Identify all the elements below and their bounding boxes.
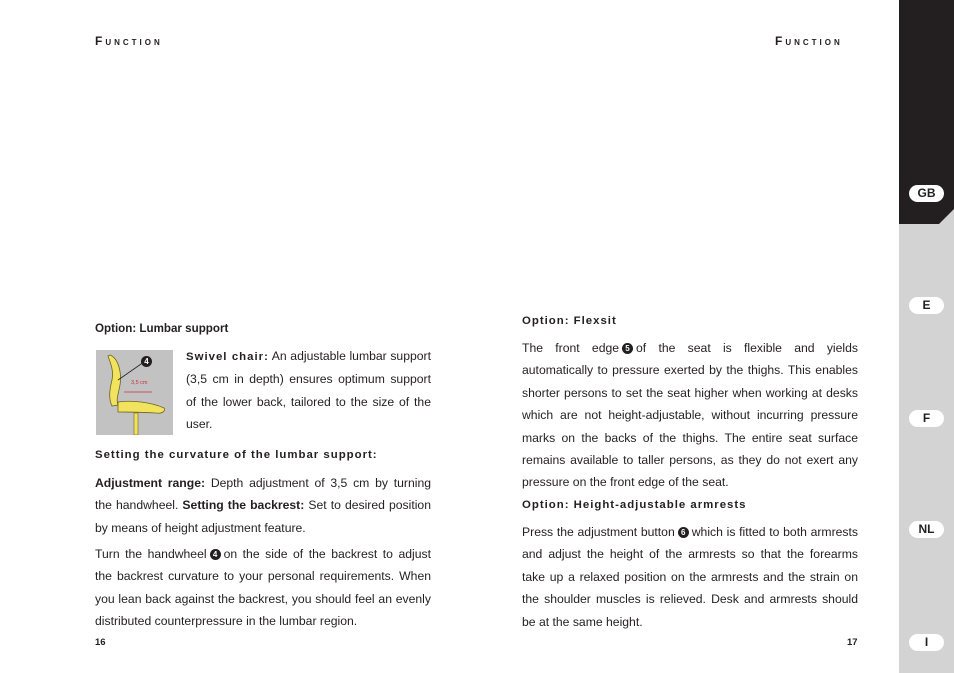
- right-page-header: Function: [775, 34, 843, 48]
- setting-backrest-text: Set to desired position by means of height adjustment feature.: [95, 498, 431, 535]
- intro-text: An adjustable lumbar support (3,5 cm in depth) ensures optimum support of the lower back, tailored to the size of the user.: [186, 349, 431, 432]
- tab-e[interactable]: E: [909, 297, 944, 314]
- armrest-paragraph: [522, 521, 858, 633]
- armrest-text-before: Press the adjustment button: [522, 525, 675, 539]
- intro-bold-label: Swivel chair:: [186, 351, 269, 363]
- tab-gb[interactable]: GB: [909, 185, 944, 202]
- handwheel-text-before: Turn the handwheel: [95, 547, 207, 561]
- tab-nl[interactable]: NL: [909, 521, 944, 538]
- tab-f[interactable]: F: [909, 410, 944, 427]
- language-sidebar: [899, 0, 954, 673]
- setting-backrest-label: Setting the backrest:: [182, 498, 305, 513]
- tab-i[interactable]: I: [909, 634, 944, 651]
- flexsit-marker-icon: 5: [622, 343, 633, 354]
- lumbar-subheading: Setting the curvature of the lumbar support:: [95, 449, 378, 461]
- handwheel-paragraph: [95, 543, 431, 633]
- left-page-header: Function: [95, 34, 163, 48]
- lumbar-section-title: Option: Lumbar support: [95, 322, 229, 335]
- figure-measurement-label: 3,5 cm: [131, 380, 148, 386]
- flexsit-text-before: The front edge: [522, 341, 620, 355]
- lumbar-intro-paragraph: [186, 345, 431, 436]
- right-page-number: 17: [847, 637, 858, 648]
- adjustment-range-label: Adjustment range:: [95, 476, 206, 490]
- flexsit-paragraph: [522, 337, 858, 494]
- adjustment-paragraph: [95, 472, 431, 539]
- adjustment-range-text: Depth adjustment of 3,5 cm by turning the handwheel.: [95, 476, 431, 513]
- flexsit-text-after: of the seat is flexible and yields automatically to pressure exerted by the thighs. This enables shorter persons to set the seat higher when working at desks which are not height-adjustable, without incurring pressure marks on the backs of the thighs. The entire seat surface remains available to taller persons, as they do not exert any pressure on the front edge of the seat.: [522, 341, 858, 490]
- figure-marker-4: 4: [141, 356, 152, 367]
- handwheel-marker-icon: 4: [210, 549, 221, 560]
- armrest-text-after: which is fitted to both armrests and adjust the height of the armrests so that the forearms take up a relaxed position on the armrests and the strain on the shoulder muscles is relieved. Desk and armrests should be at the same height.: [522, 525, 858, 629]
- armrest-marker-icon: 6: [678, 527, 689, 538]
- active-tab-notch: [939, 209, 954, 224]
- chair-illustration: [96, 350, 173, 435]
- armrest-title: Option: Height-adjustable armrests: [522, 499, 747, 511]
- lumbar-support-figure: [96, 350, 173, 435]
- left-page-number: 16: [95, 637, 106, 648]
- flexsit-title: Option: Flexsit: [522, 315, 617, 327]
- handwheel-text-after: on the side of the backrest to adjust the backrest curvature to your personal requirements. When you lean back against the backrest, you should feel an evenly distributed counterpressure in the lumbar region.: [95, 547, 431, 629]
